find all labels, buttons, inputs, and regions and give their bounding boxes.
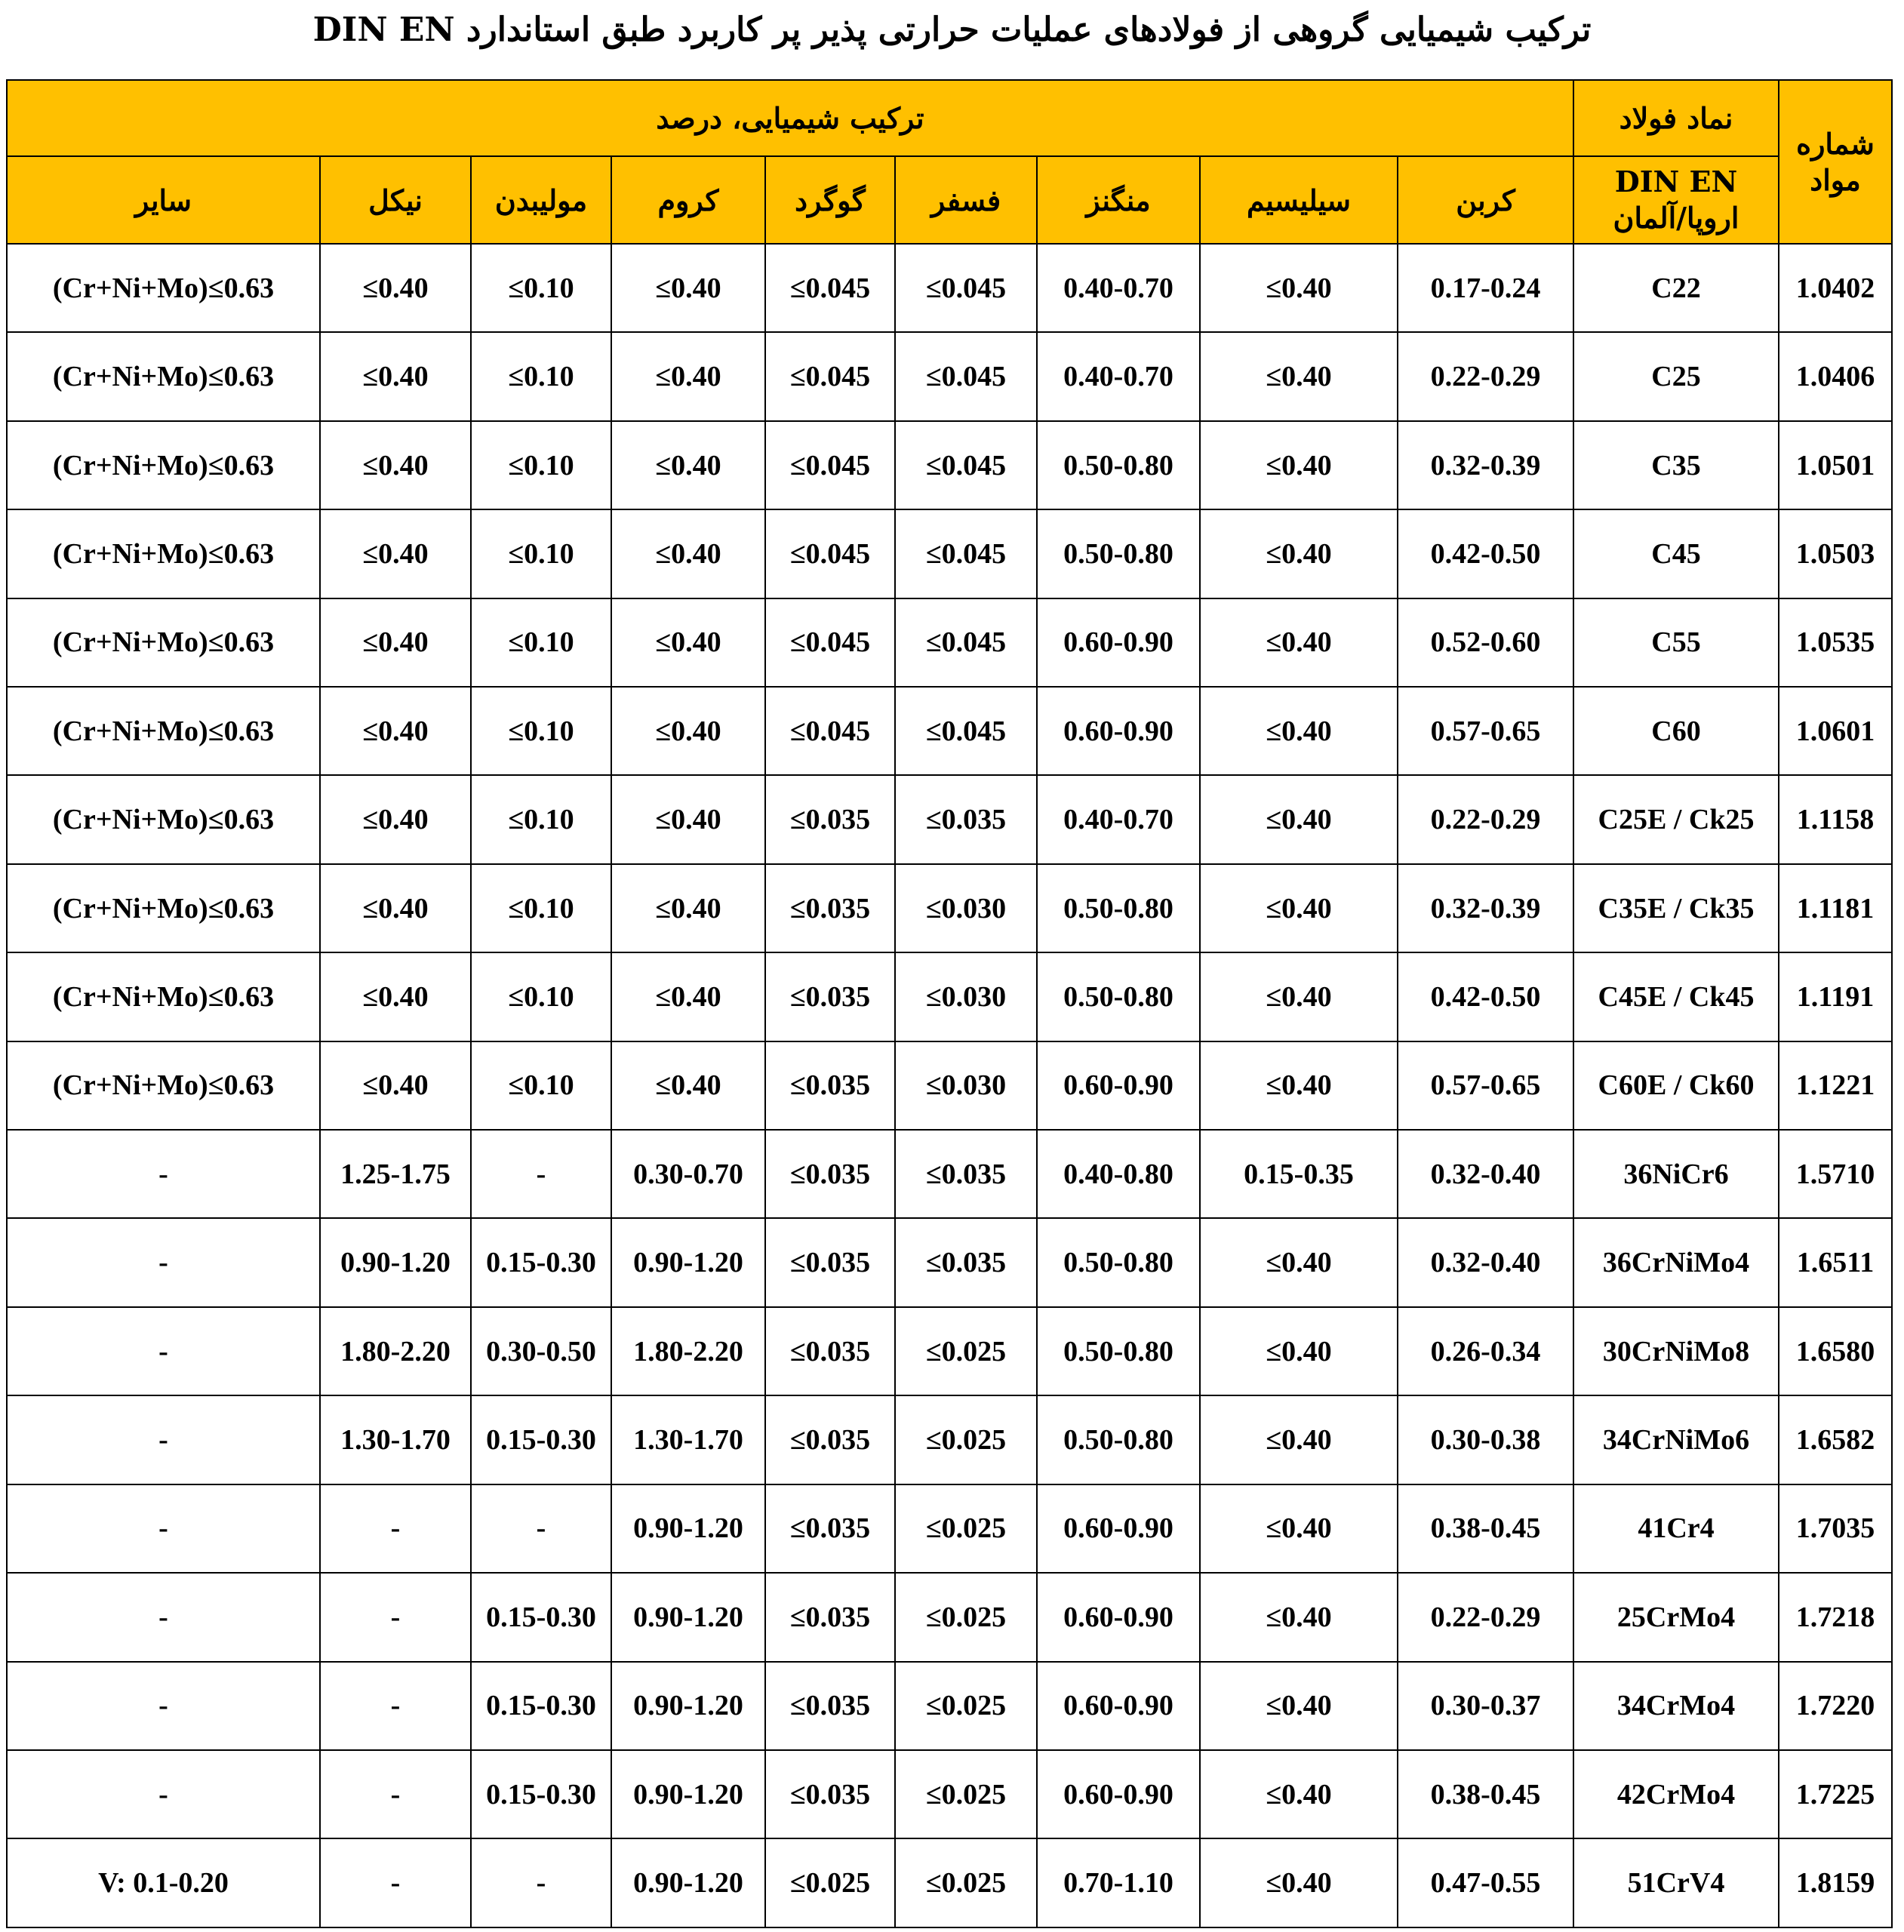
cell-molybdenum: 0.15-0.30 bbox=[471, 1750, 611, 1838]
cell-molybdenum: ≤0.10 bbox=[471, 509, 611, 598]
table-row bbox=[7, 1395, 1892, 1484]
cell-nickel: - bbox=[320, 1750, 471, 1838]
cell-sulfur: ≤0.035 bbox=[765, 1307, 895, 1395]
cell-silicon: ≤0.40 bbox=[1200, 864, 1398, 952]
cell-manganese: 0.70-1.10 bbox=[1037, 1838, 1200, 1927]
cell-manganese: 0.60-0.90 bbox=[1037, 1750, 1200, 1838]
cell-phosphorus: ≤0.025 bbox=[895, 1307, 1037, 1395]
cell-chromium: 0.30-0.70 bbox=[611, 1130, 765, 1218]
cell-steel-symbol: C35E / Ck35 bbox=[1573, 864, 1779, 952]
cell-chromium: 1.80-2.20 bbox=[611, 1307, 765, 1395]
cell-other: (Cr+Ni+Mo)≤0.63 bbox=[7, 244, 320, 332]
cell-sulfur: ≤0.045 bbox=[765, 332, 895, 420]
table-row bbox=[7, 1218, 1892, 1306]
cell-material-number: 1.1221 bbox=[1779, 1041, 1892, 1130]
cell-carbon: 0.17-0.24 bbox=[1398, 244, 1573, 332]
cell-molybdenum: 0.15-0.30 bbox=[471, 1395, 611, 1484]
cell-silicon: ≤0.40 bbox=[1200, 1750, 1398, 1838]
cell-carbon: 0.22-0.29 bbox=[1398, 775, 1573, 863]
cell-nickel: 1.25-1.75 bbox=[320, 1130, 471, 1218]
cell-phosphorus: ≤0.030 bbox=[895, 1041, 1037, 1130]
table-row bbox=[7, 1750, 1892, 1838]
cell-steel-symbol: 41Cr4 bbox=[1573, 1484, 1779, 1573]
cell-material-number: 1.5710 bbox=[1779, 1130, 1892, 1218]
cell-phosphorus: ≤0.045 bbox=[895, 244, 1037, 332]
cell-carbon: 0.47-0.55 bbox=[1398, 1838, 1573, 1927]
cell-nickel: ≤0.40 bbox=[320, 421, 471, 509]
cell-other: - bbox=[7, 1218, 320, 1306]
table-row bbox=[7, 1838, 1892, 1927]
cell-chromium: ≤0.40 bbox=[611, 598, 765, 687]
cell-chromium: 0.90-1.20 bbox=[611, 1662, 765, 1750]
cell-manganese: 0.60-0.90 bbox=[1037, 687, 1200, 775]
cell-steel-symbol: 51CrV4 bbox=[1573, 1838, 1779, 1927]
cell-carbon: 0.57-0.65 bbox=[1398, 687, 1573, 775]
cell-steel-symbol: C60 bbox=[1573, 687, 1779, 775]
cell-manganese: 0.60-0.90 bbox=[1037, 1041, 1200, 1130]
cell-steel-symbol: C25E / Ck25 bbox=[1573, 775, 1779, 863]
cell-other: - bbox=[7, 1573, 320, 1661]
cell-sulfur: ≤0.045 bbox=[765, 421, 895, 509]
cell-other: - bbox=[7, 1662, 320, 1750]
cell-other: - bbox=[7, 1395, 320, 1484]
cell-silicon: ≤0.40 bbox=[1200, 1041, 1398, 1130]
cell-carbon: 0.32-0.39 bbox=[1398, 421, 1573, 509]
cell-phosphorus: ≤0.045 bbox=[895, 332, 1037, 420]
cell-chromium: 0.90-1.20 bbox=[611, 1750, 765, 1838]
cell-other: (Cr+Ni+Mo)≤0.63 bbox=[7, 421, 320, 509]
cell-material-number: 1.0402 bbox=[1779, 244, 1892, 332]
cell-sulfur: ≤0.035 bbox=[765, 1130, 895, 1218]
cell-material-number: 1.7220 bbox=[1779, 1662, 1892, 1750]
cell-other: - bbox=[7, 1307, 320, 1395]
cell-phosphorus: ≤0.025 bbox=[895, 1484, 1037, 1573]
header-carbon: کربن bbox=[1398, 156, 1573, 244]
cell-silicon: ≤0.40 bbox=[1200, 509, 1398, 598]
cell-manganese: 0.60-0.90 bbox=[1037, 1573, 1200, 1661]
cell-steel-symbol: 36NiCr6 bbox=[1573, 1130, 1779, 1218]
cell-phosphorus: ≤0.045 bbox=[895, 421, 1037, 509]
cell-silicon: ≤0.40 bbox=[1200, 1662, 1398, 1750]
cell-carbon: 0.38-0.45 bbox=[1398, 1484, 1573, 1573]
cell-carbon: 0.42-0.50 bbox=[1398, 952, 1573, 1041]
cell-material-number: 1.6582 bbox=[1779, 1395, 1892, 1484]
cell-chromium: ≤0.40 bbox=[611, 332, 765, 420]
cell-carbon: 0.22-0.29 bbox=[1398, 1573, 1573, 1661]
cell-phosphorus: ≤0.045 bbox=[895, 598, 1037, 687]
cell-molybdenum: ≤0.10 bbox=[471, 1041, 611, 1130]
table-row bbox=[7, 244, 1892, 332]
cell-other: - bbox=[7, 1130, 320, 1218]
cell-material-number: 1.7035 bbox=[1779, 1484, 1892, 1573]
cell-carbon: 0.38-0.45 bbox=[1398, 1750, 1573, 1838]
cell-nickel: 0.90-1.20 bbox=[320, 1218, 471, 1306]
composition-table bbox=[6, 79, 1893, 1928]
cell-silicon: ≤0.40 bbox=[1200, 1218, 1398, 1306]
cell-silicon: ≤0.40 bbox=[1200, 1573, 1398, 1661]
table-row bbox=[7, 952, 1892, 1041]
cell-steel-symbol: C55 bbox=[1573, 598, 1779, 687]
cell-silicon: ≤0.40 bbox=[1200, 1395, 1398, 1484]
cell-other: (Cr+Ni+Mo)≤0.63 bbox=[7, 598, 320, 687]
cell-molybdenum: ≤0.10 bbox=[471, 598, 611, 687]
cell-molybdenum: ≤0.10 bbox=[471, 864, 611, 952]
table-row bbox=[7, 598, 1892, 687]
table-row bbox=[7, 864, 1892, 952]
cell-steel-symbol: 36CrNiMo4 bbox=[1573, 1218, 1779, 1306]
cell-material-number: 1.0503 bbox=[1779, 509, 1892, 598]
cell-silicon: ≤0.40 bbox=[1200, 687, 1398, 775]
cell-material-number: 1.7225 bbox=[1779, 1750, 1892, 1838]
cell-material-number: 1.0406 bbox=[1779, 332, 1892, 420]
cell-manganese: 0.50-0.80 bbox=[1037, 952, 1200, 1041]
cell-molybdenum: - bbox=[471, 1130, 611, 1218]
table-row bbox=[7, 1662, 1892, 1750]
cell-phosphorus: ≤0.025 bbox=[895, 1662, 1037, 1750]
cell-steel-symbol: C35 bbox=[1573, 421, 1779, 509]
cell-silicon: ≤0.40 bbox=[1200, 244, 1398, 332]
cell-molybdenum: ≤0.10 bbox=[471, 687, 611, 775]
table-row bbox=[7, 421, 1892, 509]
cell-steel-symbol: C45E / Ck45 bbox=[1573, 952, 1779, 1041]
cell-phosphorus: ≤0.045 bbox=[895, 509, 1037, 598]
header-sulfur: گوگرد bbox=[765, 156, 895, 244]
cell-carbon: 0.42-0.50 bbox=[1398, 509, 1573, 598]
cell-chromium: ≤0.40 bbox=[611, 952, 765, 1041]
cell-other: (Cr+Ni+Mo)≤0.63 bbox=[7, 864, 320, 952]
cell-molybdenum: ≤0.10 bbox=[471, 952, 611, 1041]
table-row bbox=[7, 509, 1892, 598]
cell-chromium: ≤0.40 bbox=[611, 1041, 765, 1130]
table-row bbox=[7, 687, 1892, 775]
table-row bbox=[7, 1130, 1892, 1218]
cell-sulfur: ≤0.035 bbox=[765, 952, 895, 1041]
header-nickel: نیکل bbox=[320, 156, 471, 244]
cell-material-number: 1.6580 bbox=[1779, 1307, 1892, 1395]
cell-manganese: 0.40-0.80 bbox=[1037, 1130, 1200, 1218]
cell-nickel: ≤0.40 bbox=[320, 687, 471, 775]
cell-nickel: - bbox=[320, 1838, 471, 1927]
cell-material-number: 1.1181 bbox=[1779, 864, 1892, 952]
cell-carbon: 0.32-0.39 bbox=[1398, 864, 1573, 952]
cell-sulfur: ≤0.025 bbox=[765, 1838, 895, 1927]
cell-sulfur: ≤0.045 bbox=[765, 244, 895, 332]
table-row bbox=[7, 1484, 1892, 1573]
cell-sulfur: ≤0.035 bbox=[765, 1395, 895, 1484]
cell-phosphorus: ≤0.025 bbox=[895, 1838, 1037, 1927]
cell-manganese: 0.50-0.80 bbox=[1037, 1307, 1200, 1395]
cell-sulfur: ≤0.045 bbox=[765, 598, 895, 687]
cell-sulfur: ≤0.035 bbox=[765, 1218, 895, 1306]
cell-phosphorus: ≤0.035 bbox=[895, 775, 1037, 863]
cell-sulfur: ≤0.035 bbox=[765, 864, 895, 952]
cell-nickel: ≤0.40 bbox=[320, 332, 471, 420]
cell-nickel: ≤0.40 bbox=[320, 864, 471, 952]
cell-silicon: ≤0.40 bbox=[1200, 598, 1398, 687]
table-row bbox=[7, 332, 1892, 420]
header-material-number: شماره مواد bbox=[1779, 80, 1892, 244]
cell-sulfur: ≤0.035 bbox=[765, 1484, 895, 1573]
cell-chromium: 0.90-1.20 bbox=[611, 1218, 765, 1306]
cell-chromium: 1.30-1.70 bbox=[611, 1395, 765, 1484]
cell-sulfur: ≤0.035 bbox=[765, 1041, 895, 1130]
cell-molybdenum: ≤0.10 bbox=[471, 775, 611, 863]
cell-steel-symbol: C22 bbox=[1573, 244, 1779, 332]
cell-manganese: 0.60-0.90 bbox=[1037, 1484, 1200, 1573]
cell-steel-symbol: 34CrNiMo6 bbox=[1573, 1395, 1779, 1484]
cell-molybdenum: ≤0.10 bbox=[471, 244, 611, 332]
header-silicon: سیلیسیم bbox=[1200, 156, 1398, 244]
cell-steel-symbol: 42CrMo4 bbox=[1573, 1750, 1779, 1838]
table-row bbox=[7, 775, 1892, 863]
cell-silicon: ≤0.40 bbox=[1200, 421, 1398, 509]
cell-sulfur: ≤0.035 bbox=[765, 1573, 895, 1661]
page-title: ترکیب شیمیایی گروهی از فولادهای عملیات حرارتی پذیر پر کاربرد طبق استاندارد DIN EN bbox=[312, 11, 1592, 49]
header-din-en: DIN EN اروپا/آلمان bbox=[1573, 156, 1779, 244]
table-row bbox=[7, 1307, 1892, 1395]
cell-chromium: ≤0.40 bbox=[611, 775, 765, 863]
cell-sulfur: ≤0.045 bbox=[765, 509, 895, 598]
cell-other: (Cr+Ni+Mo)≤0.63 bbox=[7, 775, 320, 863]
cell-phosphorus: ≤0.025 bbox=[895, 1750, 1037, 1838]
cell-silicon: 0.15-0.35 bbox=[1200, 1130, 1398, 1218]
cell-chromium: ≤0.40 bbox=[611, 687, 765, 775]
cell-nickel: ≤0.40 bbox=[320, 244, 471, 332]
cell-carbon: 0.26-0.34 bbox=[1398, 1307, 1573, 1395]
cell-nickel: - bbox=[320, 1484, 471, 1573]
cell-molybdenum: 0.15-0.30 bbox=[471, 1662, 611, 1750]
cell-phosphorus: ≤0.035 bbox=[895, 1130, 1037, 1218]
cell-manganese: 0.50-0.80 bbox=[1037, 1218, 1200, 1306]
header-molybdenum: مولیبدن bbox=[471, 156, 611, 244]
cell-chromium: ≤0.40 bbox=[611, 864, 765, 952]
cell-sulfur: ≤0.035 bbox=[765, 1750, 895, 1838]
cell-material-number: 1.8159 bbox=[1779, 1838, 1892, 1927]
cell-manganese: 0.40-0.70 bbox=[1037, 244, 1200, 332]
cell-carbon: 0.30-0.38 bbox=[1398, 1395, 1573, 1484]
cell-nickel: ≤0.40 bbox=[320, 952, 471, 1041]
cell-other: - bbox=[7, 1484, 320, 1573]
cell-manganese: 0.60-0.90 bbox=[1037, 598, 1200, 687]
table-row bbox=[7, 1573, 1892, 1661]
header-chemical-composition: ترکیب شیمیایی، درصد bbox=[7, 80, 1573, 156]
cell-manganese: 0.50-0.80 bbox=[1037, 421, 1200, 509]
cell-material-number: 1.1191 bbox=[1779, 952, 1892, 1041]
cell-manganese: 0.50-0.80 bbox=[1037, 509, 1200, 598]
cell-carbon: 0.22-0.29 bbox=[1398, 332, 1573, 420]
header-other: سایر bbox=[7, 156, 320, 244]
header-manganese: منگنز bbox=[1037, 156, 1200, 244]
cell-nickel: - bbox=[320, 1573, 471, 1661]
cell-sulfur: ≤0.035 bbox=[765, 1662, 895, 1750]
header-chromium: کروم bbox=[611, 156, 765, 244]
cell-other: (Cr+Ni+Mo)≤0.63 bbox=[7, 509, 320, 598]
cell-material-number: 1.0601 bbox=[1779, 687, 1892, 775]
cell-phosphorus: ≤0.045 bbox=[895, 687, 1037, 775]
cell-molybdenum: - bbox=[471, 1484, 611, 1573]
header-phosphorus: فسفر bbox=[895, 156, 1037, 244]
header-steel-symbol: نماد فولاد bbox=[1573, 80, 1779, 156]
cell-other: V: 0.1-0.20 bbox=[7, 1838, 320, 1927]
cell-phosphorus: ≤0.035 bbox=[895, 1218, 1037, 1306]
cell-other: (Cr+Ni+Mo)≤0.63 bbox=[7, 1041, 320, 1130]
cell-material-number: 1.6511 bbox=[1779, 1218, 1892, 1306]
cell-steel-symbol: C60E / Ck60 bbox=[1573, 1041, 1779, 1130]
cell-carbon: 0.32-0.40 bbox=[1398, 1130, 1573, 1218]
cell-silicon: ≤0.40 bbox=[1200, 952, 1398, 1041]
cell-phosphorus: ≤0.025 bbox=[895, 1395, 1037, 1484]
cell-sulfur: ≤0.045 bbox=[765, 687, 895, 775]
cell-sulfur: ≤0.035 bbox=[765, 775, 895, 863]
cell-chromium: 0.90-1.20 bbox=[611, 1484, 765, 1573]
cell-carbon: 0.52-0.60 bbox=[1398, 598, 1573, 687]
cell-carbon: 0.57-0.65 bbox=[1398, 1041, 1573, 1130]
cell-phosphorus: ≤0.030 bbox=[895, 952, 1037, 1041]
cell-molybdenum: ≤0.10 bbox=[471, 421, 611, 509]
cell-chromium: ≤0.40 bbox=[611, 509, 765, 598]
cell-nickel: 1.30-1.70 bbox=[320, 1395, 471, 1484]
cell-manganese: 0.60-0.90 bbox=[1037, 1662, 1200, 1750]
cell-molybdenum: 0.15-0.30 bbox=[471, 1573, 611, 1661]
cell-nickel: 1.80-2.20 bbox=[320, 1307, 471, 1395]
cell-material-number: 1.1158 bbox=[1779, 775, 1892, 863]
cell-other: - bbox=[7, 1750, 320, 1838]
cell-silicon: ≤0.40 bbox=[1200, 1307, 1398, 1395]
cell-other: (Cr+Ni+Mo)≤0.63 bbox=[7, 332, 320, 420]
cell-nickel: ≤0.40 bbox=[320, 775, 471, 863]
cell-steel-symbol: C25 bbox=[1573, 332, 1779, 420]
cell-molybdenum: ≤0.10 bbox=[471, 332, 611, 420]
cell-chromium: 0.90-1.20 bbox=[611, 1573, 765, 1661]
cell-phosphorus: ≤0.030 bbox=[895, 864, 1037, 952]
cell-chromium: 0.90-1.20 bbox=[611, 1838, 765, 1927]
cell-material-number: 1.7218 bbox=[1779, 1573, 1892, 1661]
cell-steel-symbol: 25CrMo4 bbox=[1573, 1573, 1779, 1661]
cell-material-number: 1.0535 bbox=[1779, 598, 1892, 687]
cell-manganese: 0.50-0.80 bbox=[1037, 864, 1200, 952]
cell-steel-symbol: C45 bbox=[1573, 509, 1779, 598]
cell-silicon: ≤0.40 bbox=[1200, 1484, 1398, 1573]
cell-carbon: 0.32-0.40 bbox=[1398, 1218, 1573, 1306]
cell-other: (Cr+Ni+Mo)≤0.63 bbox=[7, 687, 320, 775]
table-header bbox=[7, 80, 1892, 244]
cell-material-number: 1.0501 bbox=[1779, 421, 1892, 509]
cell-other: (Cr+Ni+Mo)≤0.63 bbox=[7, 952, 320, 1041]
cell-steel-symbol: 34CrMo4 bbox=[1573, 1662, 1779, 1750]
cell-chromium: ≤0.40 bbox=[611, 421, 765, 509]
cell-carbon: 0.30-0.37 bbox=[1398, 1662, 1573, 1750]
table-row bbox=[7, 1041, 1892, 1130]
cell-manganese: 0.40-0.70 bbox=[1037, 775, 1200, 863]
cell-nickel: ≤0.40 bbox=[320, 509, 471, 598]
cell-phosphorus: ≤0.025 bbox=[895, 1573, 1037, 1661]
cell-silicon: ≤0.40 bbox=[1200, 1838, 1398, 1927]
cell-molybdenum: 0.15-0.30 bbox=[471, 1218, 611, 1306]
cell-silicon: ≤0.40 bbox=[1200, 775, 1398, 863]
cell-manganese: 0.50-0.80 bbox=[1037, 1395, 1200, 1484]
cell-molybdenum: - bbox=[471, 1838, 611, 1927]
cell-nickel: - bbox=[320, 1662, 471, 1750]
cell-nickel: ≤0.40 bbox=[320, 598, 471, 687]
cell-manganese: 0.40-0.70 bbox=[1037, 332, 1200, 420]
cell-molybdenum: 0.30-0.50 bbox=[471, 1307, 611, 1395]
cell-nickel: ≤0.40 bbox=[320, 1041, 471, 1130]
cell-chromium: ≤0.40 bbox=[611, 244, 765, 332]
cell-steel-symbol: 30CrNiMo8 bbox=[1573, 1307, 1779, 1395]
table-body bbox=[7, 244, 1892, 1927]
cell-silicon: ≤0.40 bbox=[1200, 332, 1398, 420]
